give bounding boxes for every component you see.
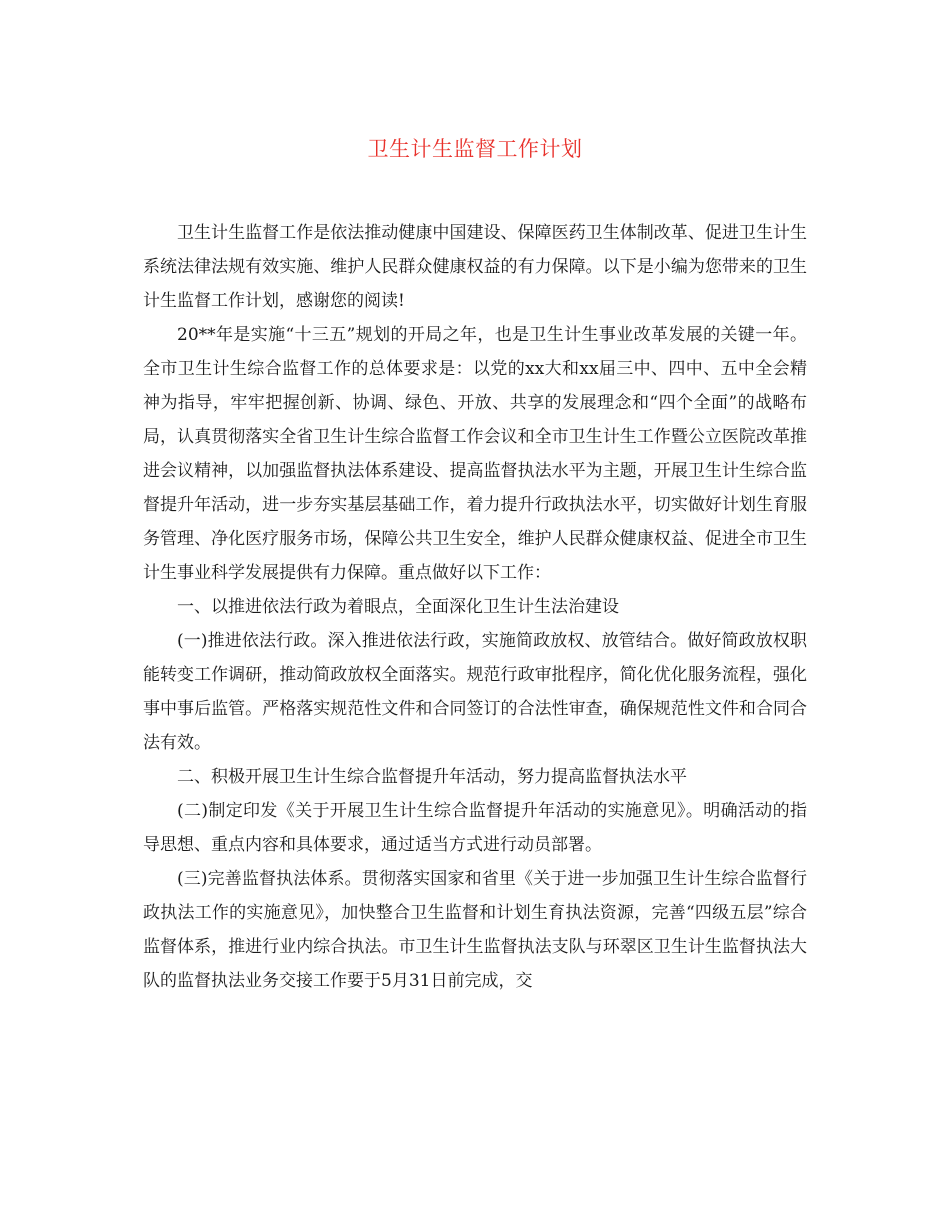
section-heading-2: 二、积极开展卫生计生综合监督提升年活动，努力提高监督执法水平 bbox=[177, 767, 687, 787]
document-title: 卫生计生监督工作计划 bbox=[367, 137, 583, 161]
document-body bbox=[143, 216, 807, 998]
paragraph-item-1: (一)推进依法行政。深入推进依法行政，实施简政放权、放管结合。做好简政放权职能转变工作调研，推动简政放权全面落实。规范行政审批程序，简化优化服务流程，强化事中事后监管。严格落实规范性文件和合同签订的合法性审查，确保规范性文件和合同合法有效。 bbox=[143, 631, 807, 753]
paragraph-intro: 卫生计生监督工作是依法推动健康中国建设、保障医药卫生体制改革、促进卫生计生系统法律法规有效实施、维护人民群众健康权益的有力保障。以下是小编为您带来的卫生计生监督工作计划，感谢您的阅读! bbox=[143, 223, 807, 311]
paragraph-overview: 20**年是实施“十三五”规划的开局之年，也是卫生计生事业改革发展的关键一年。全市卫生计生综合监督工作的总体要求是：以党的xx大和xx届三中、四中、五中全会精神为指导，牢牢把握创新、协调、绿色、开放、共享的发展理念和“四个全面”的战略布局，认真贯彻落实全省卫生计生综合监督工作会议和全市卫生计生工作暨公立医院改革推进会议精神，以加强监督执法体系建设、提高监督执法水平为主题，开展卫生计生综合监督提升年活动，进一步夯实基层基础工作，着力提升行政执法水平，切实做好计划生育服务管理、净化医疗服务市场，保障公共卫生安全，维护人民群众健康权益、促进全市卫生计生事业科学发展提供有力保障。重点做好以下工作： bbox=[143, 325, 807, 583]
paragraph-item-3: (三)完善监督执法体系。贯彻落实国家和省里《关于进一步加强卫生计生综合监督行政执法工作的实施意见》，加快整合卫生监督和计划生育执法资源，完善“四级五层”综合监督体系，推进行业内综合执法。市卫生计生监督执法支队与环翠区卫生计生监督执法大队的监督执法业务交接工作要于5月31日前完成，交 bbox=[143, 869, 807, 991]
paragraph-item-2: (二)制定印发《关于开展卫生计生综合监督提升年活动的实施意见》。明确活动的指导思想、重点内容和具体要求，通过适当方式进行动员部署。 bbox=[143, 801, 807, 855]
section-heading-1: 一、以推进依法行政为着眼点，全面深化卫生计生法治建设 bbox=[177, 597, 619, 617]
